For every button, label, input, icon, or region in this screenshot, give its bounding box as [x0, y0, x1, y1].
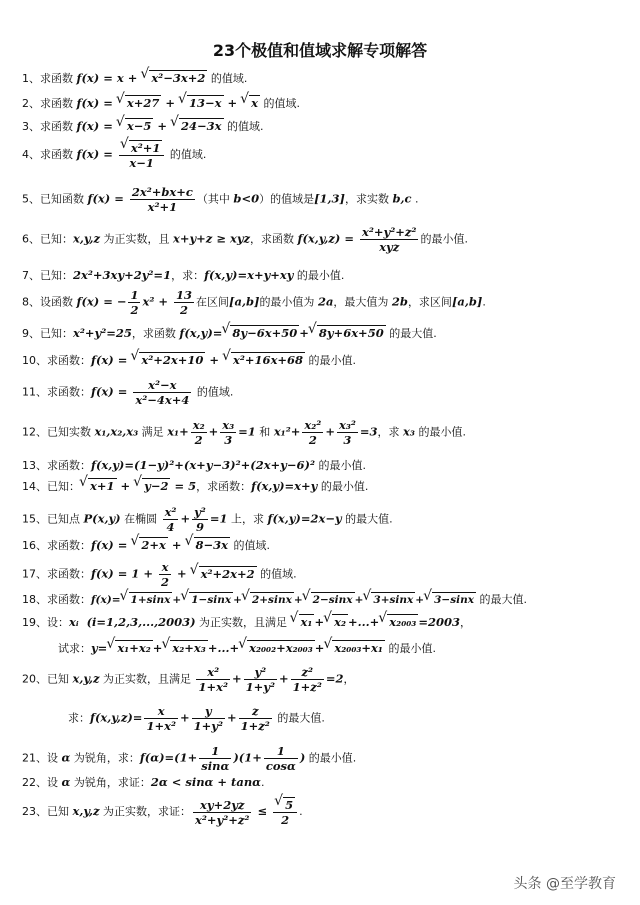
problem-14: 14、已知：√ x+1 + √ y−2 = 5，求函数：f(x,y)=x+y 的最小值. — [22, 478, 627, 494]
problem-15: 15、已知点 P(x,y) 在椭圆 $\frac{\text{x²}}{4}$ + $\frac{\text{y²}}{9}$ =1 上，求 f(x,y)=2x−y 的最大值. — [22, 505, 393, 534]
problem-9: 9、已知：x²+y²=25，求函数 f(x,y)=√ 8y−6x+50 +√ 8y+6x+50 的最大值. — [22, 325, 627, 341]
page-title: 23个极值和值域求解专项解答 — [212, 41, 428, 60]
watermark: 头条 @至学教育 — [513, 876, 616, 892]
problem-17: 17、求函数：f(x) = 1 + $\frac{x}{2}$ + √ x²+2x+2 的值域. — [22, 560, 627, 589]
problem-21: 21、设 α 为锐角，求：f(α)=(1+ $\frac{1}{\sin\alpha}$ )(1+ $\frac{1}{\cos\alpha}$ ) 的最小值. — [22, 744, 357, 773]
problem-20-part-2: 求：f(x,y,z)= $\frac{x}{\text{1+x²}}$ + $\frac{y}{\text{1+y²}}$ + $\frac{z}{\text{1+z²}}$ 的最大值. — [68, 704, 325, 733]
problem-6: 6、已知：x,y,z 为正实数，且 x+y+z ≥ xyz，求函数 f(x,y,z) = $\frac{\text{x²+y²+z²}}{\text{xyz}}$ 的最小值. — [22, 225, 468, 254]
problem-19-part-2: 试求：y=√ x₁+x₂ +√ x₂+x₃ +...+√ x₂₀₀₂+x₂₀₀₃ +√ x₂₀₀₃+x₁ 的最小值. — [58, 640, 628, 656]
problem-18: 18、求函数：f(x)=√ 1+sinx +√ 1−sinx +√ 2+sinx +√ 2−sinx +√ 3+sinx +√ 3−sinx 的最大值. — [22, 592, 627, 607]
problem-20: 20、已知 x,y,z 为正实数，且满足 $\frac{\text{x²}}{\text{1+x²}}$ + $\frac{\text{y²}}{\text{1+y²}}$ + $\frac{\text{z²}}{\text{1+z²}}$ =2， — [22, 665, 355, 694]
problem-13: 13、求函数：f(x,y)=(1−y)²+(x+y−3)²+(2x+y−6)² 的最小值. — [22, 458, 366, 472]
problem-11: 11、求函数：f(x) = $\frac{\text{x²−x}}{\text{x²−4x+4}}$ 的值域. — [22, 378, 234, 407]
problem-10: 10、求函数：f(x) = √ x²+2x+10 + √ x²+16x+68 的最小值. — [22, 352, 627, 368]
problem-5: 5、已知函数 f(x) = $\frac{\text{2x²+bx+c}}{\text{x²+1}}$ （其中 b<0）的值域是[1,3]，求实数 b,c . — [22, 185, 419, 214]
problem-8: 8、设函数 f(x) = − $\frac{1}{2}$ x² + $\frac{13}{2}$ 在区间[a,b]的最小值为 2a，最大值为 2b，求区间[a,b]. — [22, 288, 486, 317]
problem-7: 7、已知：2x²+3xy+2y²=1，求：f(x,y)=x+y+xy 的最小值. — [22, 268, 345, 282]
problem-4: 4、求函数 f(x) = √ $\frac{\text{x²+1}}{x-1}$ 的值域. — [22, 140, 627, 170]
problem-3: 3、求函数 f(x) = √ x−5 + √ 24−3x 的值域. — [22, 118, 627, 134]
problem-22: 22、设 α 为锐角，求证：2α < sinα + tanα. — [22, 775, 265, 789]
problem-16: 16、求函数：f(x) = √ 2+x + √ 8−3x 的值域. — [22, 537, 627, 553]
problem-12: 12、已知实数 x₁,x₂,x₃ 满足 x₁+ $\frac{\text{x₂}}{2}$ + $\frac{\text{x₃}}{3}$ =1 和 x₁²+ $\frac{\text{x₂²}}{2}$ + $\frac{\text{x₃²}}{3}$ =3，求 x₃ 的最小值. — [22, 418, 466, 447]
problem-19: 19、设：xᵢ (i=1,2,3,...,2003) 为正实数，且满足 √ x₁ +√ x₂ +...+√ x₂₀₀₃ =2003， — [22, 614, 627, 630]
problem-1: 1、求函数 f(x) = x + √ x²−3x+2 的值域. — [22, 70, 627, 86]
problem-23: 23、已知 x,y,z 为正实数，求证： $\frac{xy+2yz}{\text{x²+y²+z²}}$ ≤ √ $\frac{5}{2}$ . — [22, 797, 627, 827]
problem-2: 2、求函数 f(x) = √ x+27 + √ 13−x + √ x 的值域. — [22, 95, 627, 111]
